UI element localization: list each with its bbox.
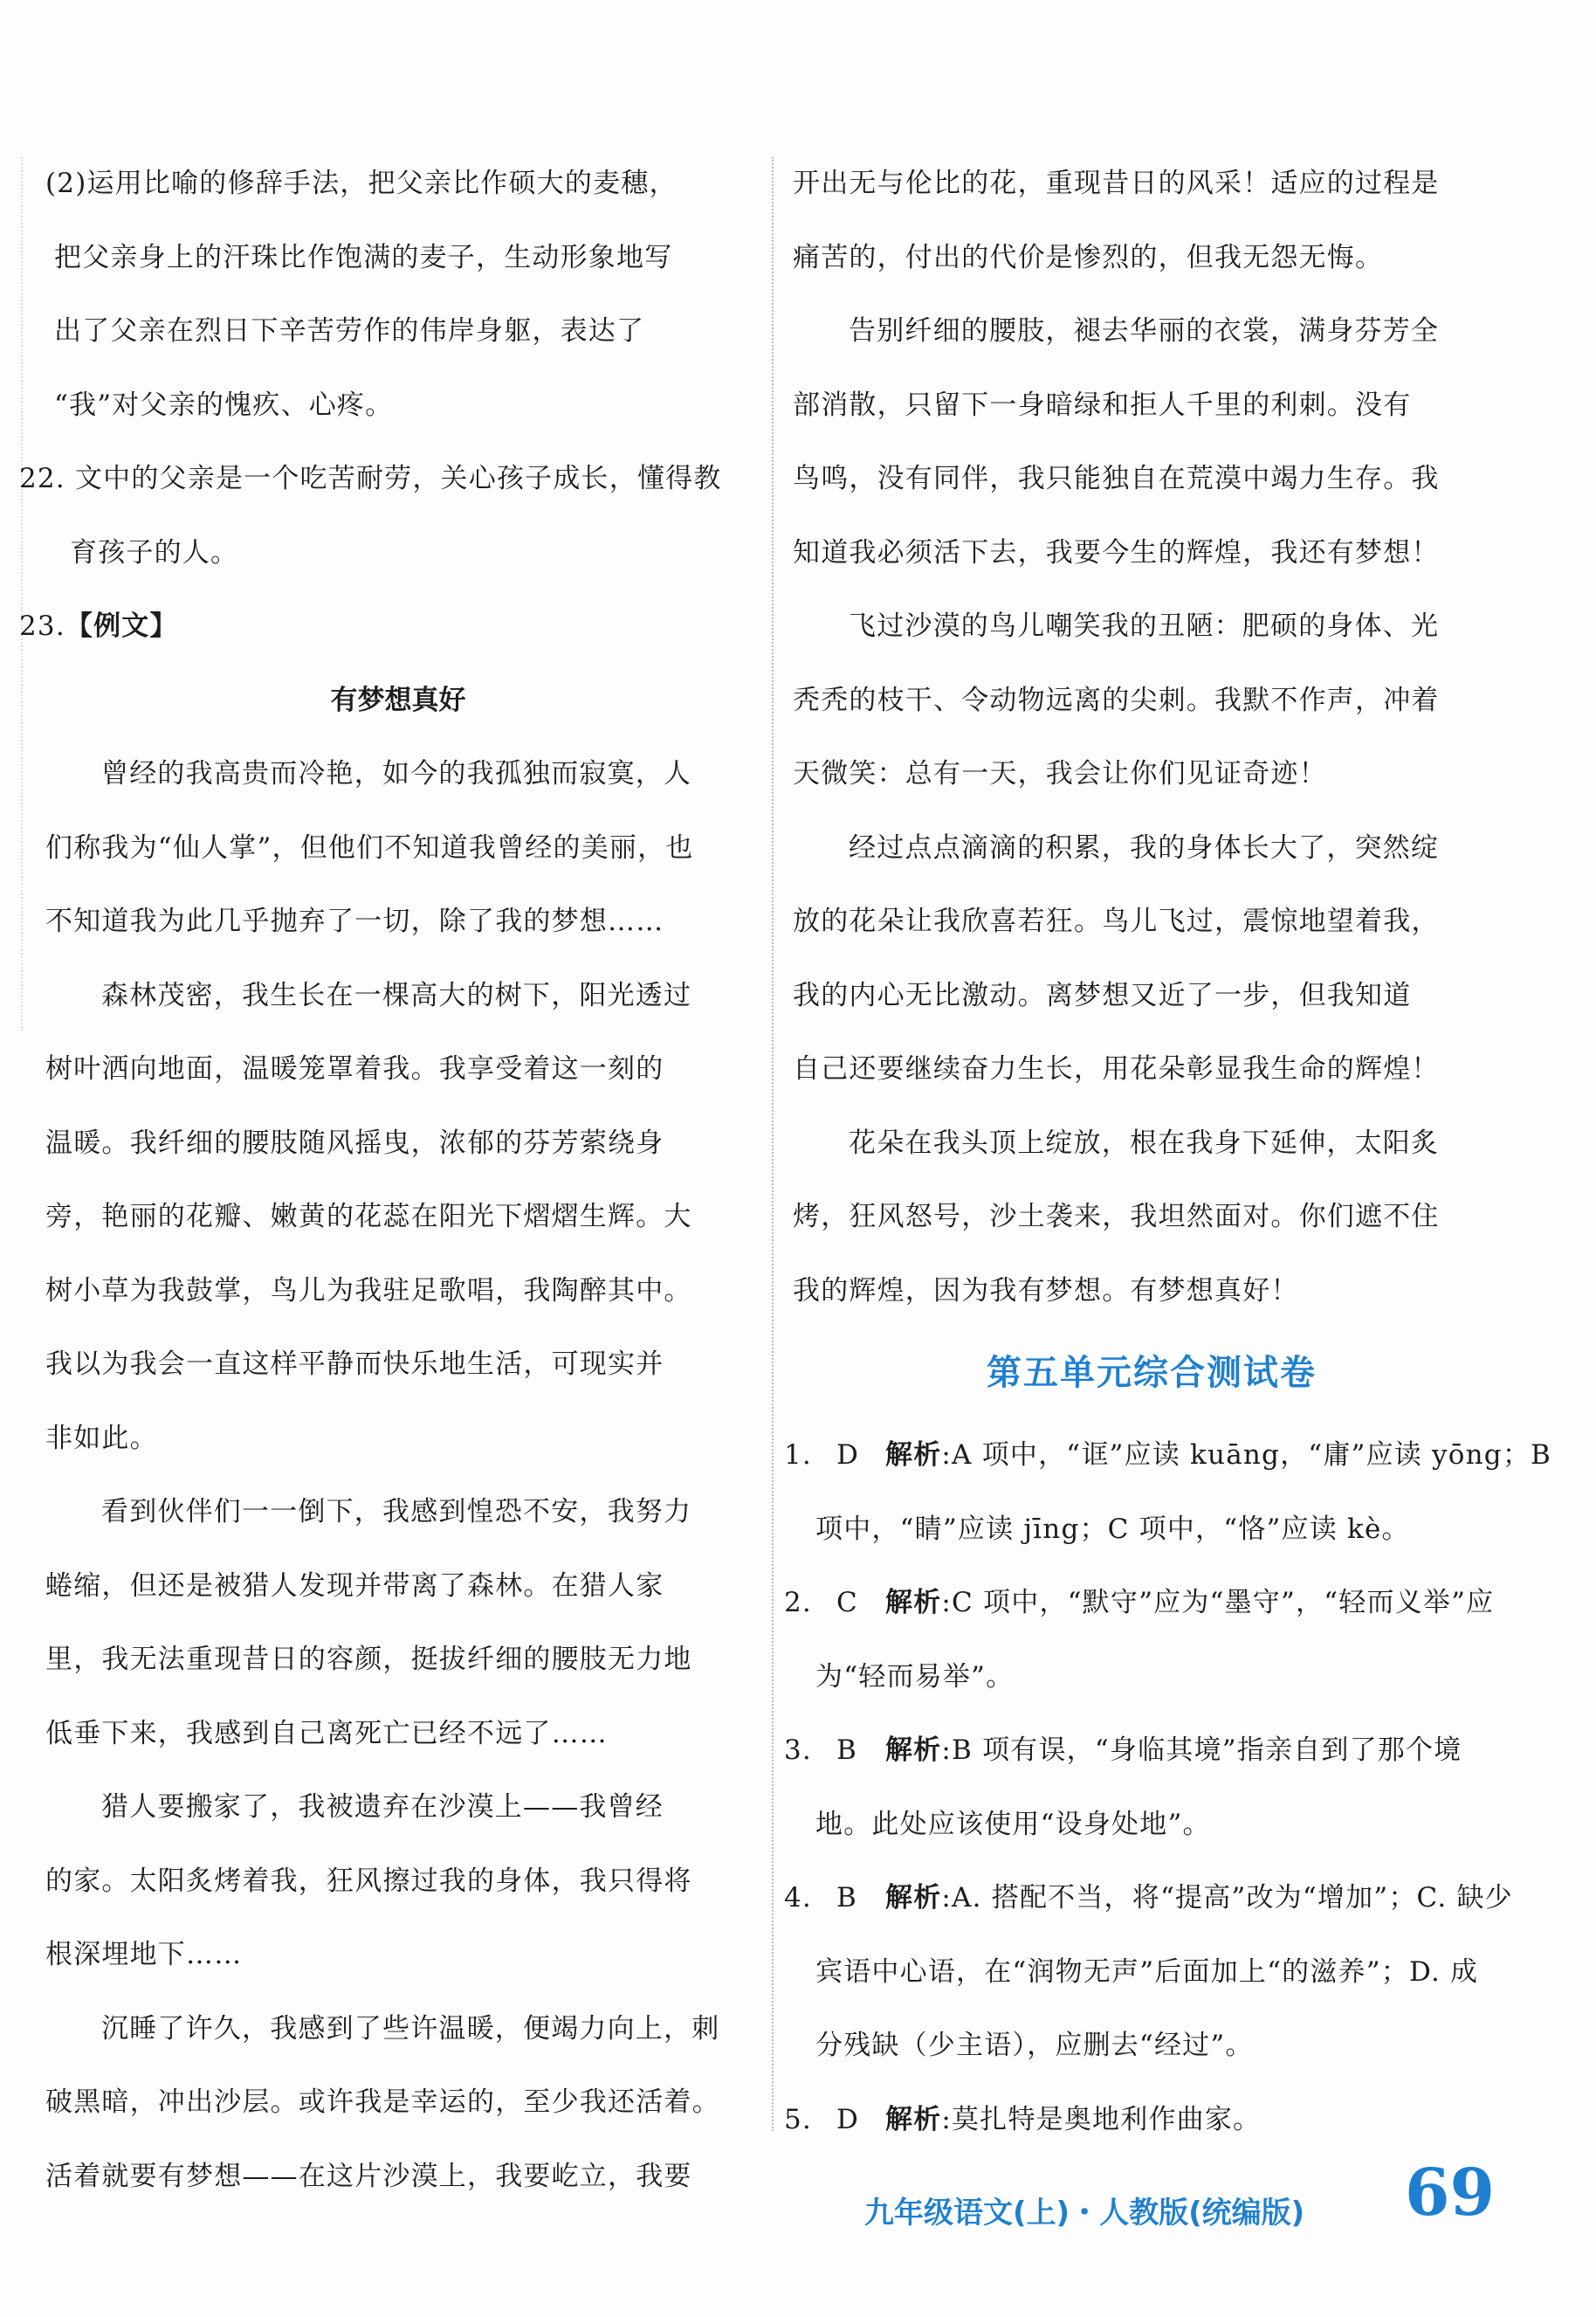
text-line: “我”对父亲的愧疚、心疼。 <box>54 389 394 421</box>
text-line: 我的内心无比激动。离梦想又近了一步，但我知道 <box>793 979 1412 1011</box>
text-line: 项中，“睛”应读 jīng；C 项中，“恪”应读 kè。 <box>815 1513 1410 1545</box>
answer-21-2 <box>45 147 751 442</box>
right-column <box>784 147 1551 2156</box>
text-line: 自己还要继续奋力生长，用花朵彰显我生命的辉煌！ <box>793 1053 1440 1085</box>
analysis-text: :莫扎特是奥地利作曲家。 <box>941 2103 1262 2135</box>
text-line: 沉睡了许久，我感到了些许温暖，便竭力向上，刺 <box>101 2012 720 2045</box>
analysis-label: 解析 <box>885 1587 942 1618</box>
analysis-label: 解析 <box>885 1734 942 1766</box>
text-line: 温暖。我纤细的腰肢随风摇曳，浓郁的芬芳萦绕身 <box>45 1127 664 1159</box>
essay-title: 有梦想真好 <box>330 684 466 716</box>
essay-paragraph <box>45 1770 751 1992</box>
text-line: 曾经的我高贵而冷艳，如今的我孤独而寂寞，人 <box>101 758 692 790</box>
text-line: 树叶洒向地面，温暖笼罩着我。我享受着这一刻的 <box>45 1053 664 1085</box>
text-line: 育孩子的人。 <box>70 536 239 569</box>
column-divider <box>772 157 774 2131</box>
question-number: 23. <box>19 610 65 642</box>
text-line: 放的花朵让我欣喜若狂。鸟儿飞过，震惊地望着我， <box>793 906 1440 937</box>
answer-item <box>784 2083 1510 2157</box>
unit-test-title: 第五单元综合测试卷 <box>987 1353 1317 1393</box>
text-line: 出了父亲在烈日下辛苦劳作的伟岸身躯，表达了 <box>54 315 645 347</box>
essay-paragraph <box>793 294 1510 590</box>
text-line: 宾语中心语，在“润物无声”后面加上“的滋养”；D. 成 <box>815 1955 1479 1988</box>
answer-key: C <box>836 1587 858 1618</box>
analysis-text: :A. 搭配不当，将“提高”改为“增加”；C. 缺少 <box>941 1882 1513 1914</box>
answer-number: 2. <box>784 1587 812 1618</box>
text-line: 我以为我会一直这样平静而快乐地生活，可现实并 <box>45 1348 664 1380</box>
text-line: 把父亲身上的汗珠比作饱满的麦子，生动形象地写 <box>54 241 673 273</box>
answer-item <box>784 1566 1510 1714</box>
essay-paragraph <box>793 1107 1510 1328</box>
text-line: 旁，艳丽的花瓣、嫩黄的花蕊在阳光下熠熠生辉。大 <box>45 1201 692 1232</box>
answer-item <box>784 1418 1551 1566</box>
text-line: 花朵在我头顶上绽放，根在我身下延伸，太阳炙 <box>849 1127 1440 1159</box>
page-footer <box>864 2155 1528 2253</box>
answer-number: 4. <box>784 1882 812 1914</box>
text-line: 看到伙伴们一一倒下，我感到惶恐不安，我努力 <box>101 1496 692 1527</box>
analysis-label: 解析 <box>885 1882 942 1914</box>
answer-22 <box>19 442 751 590</box>
text-line: 开出无与伦比的花，重现昔日的风采！适应的过程是 <box>793 168 1440 199</box>
text-line: 森林茂密，我生长在一棵高大的树下，阳光透过 <box>101 979 692 1011</box>
essay-paragraph <box>793 590 1510 811</box>
text-line: 分残缺（少主语），应删去“经过”。 <box>815 2030 1254 2061</box>
analysis-text: :A 项中，“诓”应读 kuāng，“庸”应读 yōng；B <box>941 1439 1551 1471</box>
text-line: 鸟鸣，没有同伴，我只能独自在荒漠中竭力生存。我 <box>793 463 1440 494</box>
answer-key: B <box>836 1734 857 1766</box>
essay-paragraph <box>45 737 751 959</box>
text-line: 根深埋地下…… <box>45 1939 243 1970</box>
answer-key: D <box>836 2103 860 2135</box>
essay-paragraph <box>793 811 1510 1107</box>
text-line: (2)运用比喻的修辞手法，把父亲比作硕大的麦穗， <box>45 168 678 199</box>
analysis-text: :B 项有误，“身临其境”指亲自到了那个境 <box>941 1734 1462 1766</box>
text-line: 的家。太阳炙烤着我，狂风擦过我的身体，我只得将 <box>45 1865 692 1897</box>
left-column <box>19 147 751 2213</box>
text-line: 们称我为“仙人掌”，但他们不知道我曾经的美丽，也 <box>45 831 694 864</box>
text-line: 不知道我为此几乎抛弃了一切，除了我的梦想…… <box>45 906 664 937</box>
text-line: 知道我必须活下去，我要今生的辉煌，我还有梦想！ <box>793 536 1440 569</box>
text-line: 非如此。 <box>45 1422 158 1454</box>
text-line: 天微笑：总有一天，我会让你们见证奇迹！ <box>793 758 1327 790</box>
text-line: 烤，狂风怒号，沙土袭来，我坦然面对。你们遮不住 <box>793 1201 1440 1232</box>
answer-number: 5. <box>784 2103 812 2135</box>
page-number: 69 <box>1405 2155 1495 2231</box>
analysis-label: 解析 <box>885 2103 942 2135</box>
text-line: 猎人要搬家了，我被遗弃在沙漠上——我曾经 <box>101 1791 664 1823</box>
text-line: 低垂下来，我感到自己离死亡已经不远了…… <box>45 1717 608 1749</box>
answer-key: B <box>836 1882 857 1914</box>
essay-paragraph <box>45 1475 751 1770</box>
text-line: 树小草为我鼓掌，鸟儿为我驻足歌唱，我陶醉其中。 <box>45 1274 692 1307</box>
text-line: 痛苦的，付出的代价是惨烈的，但我无怨无悔。 <box>793 241 1384 273</box>
answer-item <box>784 1714 1510 1861</box>
answer-item <box>784 1861 1513 2083</box>
answer-number: 1. <box>784 1439 812 1471</box>
essay-paragraph <box>45 959 751 1476</box>
analysis-label: 解析 <box>885 1439 942 1471</box>
text-line: 飞过沙漠的鸟儿嘲笑我的丑陋：肥硕的身体、光 <box>849 610 1440 642</box>
analysis-text: :C 项中，“默守”应为“墨守”，“轻而义举”应 <box>941 1587 1495 1618</box>
answer-23-heading <box>19 590 751 664</box>
essay-paragraph <box>793 147 1510 294</box>
text-line: 部消散，只留下一身暗绿和拒人千里的利刺。没有 <box>793 389 1412 421</box>
example-essay-label: 【例文】 <box>65 610 178 642</box>
text-line: 我的辉煌，因为我有梦想。有梦想真好！ <box>793 1274 1299 1307</box>
text-line: 地。此处应该使用“设身处地”。 <box>815 1808 1211 1840</box>
text-line: 22. 文中的父亲是一个吃苦耐劳，关心孩子成长，懂得教 <box>19 463 722 494</box>
book-title: 九年级语文(上)・人教版(统编版) <box>864 2196 1305 2231</box>
text-line: 破黑暗，冲出沙层。或许我是幸运的，至少我还活着。 <box>45 2086 720 2118</box>
text-line: 告别纤细的腰肢，褪去华丽的衣裳，满身芬芳全 <box>849 315 1440 347</box>
text-line: 经过点点滴滴的积累，我的身体长大了，突然绽 <box>849 831 1440 864</box>
text-line: 秃秃的枝干、令动物远离的尖刺。我默不作声，冲着 <box>793 684 1440 716</box>
text-line: 为“轻而易举”。 <box>815 1660 1015 1693</box>
answer-key: D <box>836 1439 860 1471</box>
text-line: 活着就要有梦想——在这片沙漠上，我要屹立，我要 <box>45 2160 692 2192</box>
answer-number: 3. <box>784 1734 812 1766</box>
essay-paragraph <box>45 1992 751 2214</box>
text-line: 蜷缩，但还是被猎人发现并带离了森林。在猎人家 <box>45 1569 664 1602</box>
text-line: 里，我无法重现昔日的容颜，挺拔纤细的腰肢无力地 <box>45 1644 692 1675</box>
